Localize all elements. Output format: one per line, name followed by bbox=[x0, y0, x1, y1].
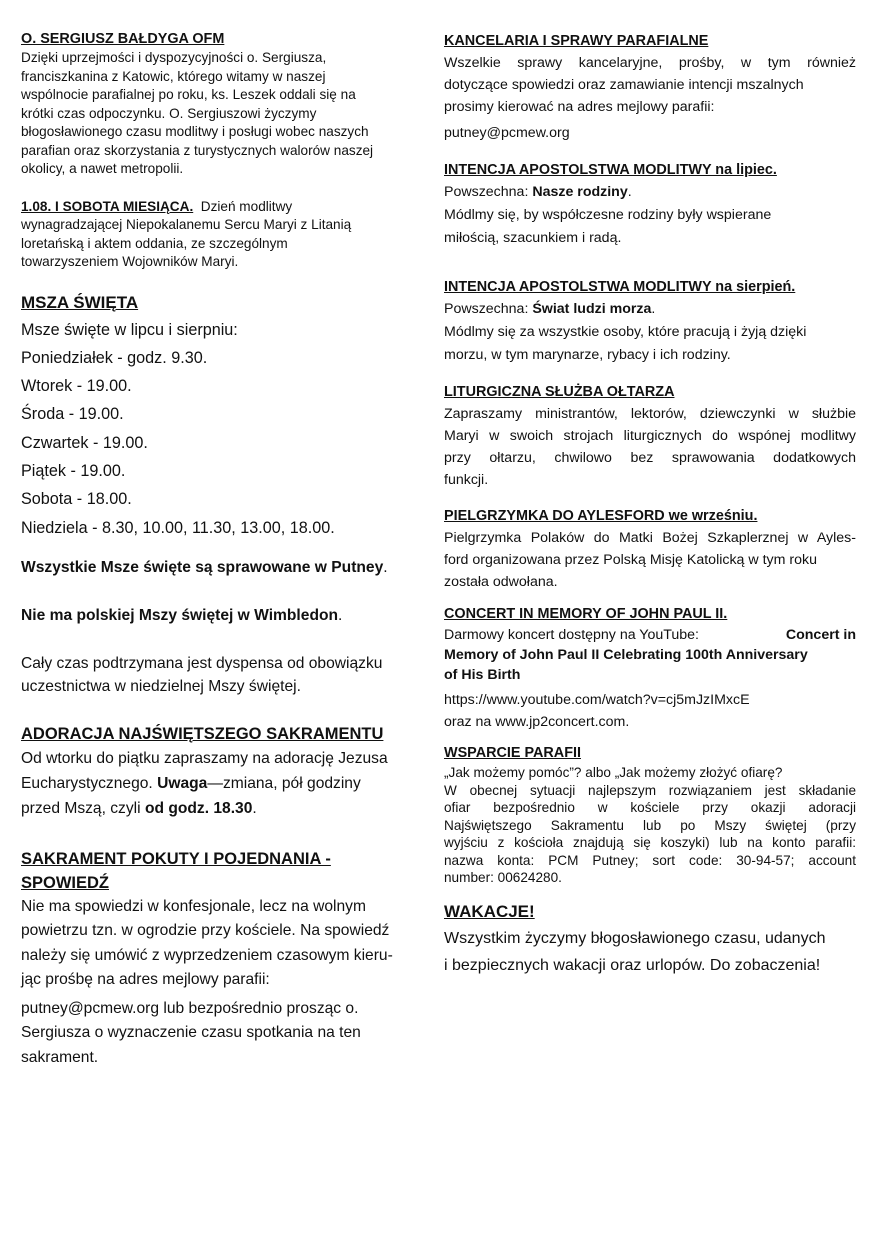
text-line: towarzyszeniem Wojowników Maryi. bbox=[21, 254, 239, 269]
section-intention-july bbox=[444, 159, 856, 250]
section-body bbox=[21, 895, 421, 993]
text-line: jąc prośbę na adres mejlowy parafii: bbox=[21, 971, 270, 989]
text-line: parafian oraz skorzystania z turystycznych walorów naszej bbox=[21, 142, 374, 158]
text-line: powietrzu tzn. w ogrodzie przy kościele. Na spowiedź bbox=[21, 922, 390, 940]
text-line: franciszkanina z Katowic, którego witamy w naszej bbox=[21, 68, 326, 84]
section-body bbox=[444, 403, 856, 491]
section-body bbox=[21, 49, 421, 179]
text-fragment: . bbox=[651, 301, 656, 317]
text-line: Piątek - 19.00. bbox=[21, 461, 126, 480]
text-line: W obecnej sytuacji najlepszym rozwiązaniem jest składanie bbox=[444, 782, 856, 798]
section-heading: PIELGRZYMKA DO AYLESFORD we wrześniu. bbox=[444, 508, 758, 524]
text-line: Pielgrzymka Polaków do Matki Bożej Szkaplerznej w Ayles- bbox=[444, 530, 856, 546]
section-body-2 bbox=[21, 997, 421, 1071]
text-line: Środa - 19.00. bbox=[21, 405, 124, 424]
bold-text: Concert in bbox=[785, 627, 856, 643]
text-line: ofiar bezpośrednio w kościele przy okazji adoracji bbox=[444, 800, 856, 815]
section-body bbox=[444, 764, 856, 887]
mass-schedule bbox=[21, 316, 421, 542]
text-line: Niedziela - 8.30, 10.00, 11.30, 13.00, 18.00. bbox=[21, 518, 335, 537]
text-line: miłością, szacunkiem i radą. bbox=[444, 230, 622, 246]
text-line: Wszystkim życzymy błogosławionego czasu, udanych bbox=[444, 929, 826, 947]
heading-line: SAKRAMENT POKUTY I POJEDNANIA - bbox=[21, 849, 331, 868]
text-line: prosimy kierować na adres mejlowy parafii: bbox=[444, 99, 715, 115]
section-intention-august bbox=[444, 276, 856, 367]
text-line: wynagradzającej Niepokalanemu Sercu Maryi z Litanią bbox=[21, 217, 352, 232]
right-column bbox=[444, 30, 856, 979]
text-line: krótki czas odpoczynku. O. Sergiuszowi życzymy bbox=[21, 105, 317, 121]
bold-text: Uwaga bbox=[157, 774, 208, 792]
text-fragment: Dzień modlitwy bbox=[200, 198, 293, 214]
text-line: Zapraszamy ministrantów, lektorów, dziewczynki w służbie bbox=[444, 406, 856, 422]
section-pilgrimage bbox=[444, 505, 856, 593]
text-line: okolicy, a nawet metropolii. bbox=[21, 161, 184, 176]
text-line bbox=[444, 625, 856, 645]
bold-text: od godz. 18.30 bbox=[144, 799, 253, 817]
section-heading bbox=[21, 847, 421, 895]
text-fragment: . bbox=[627, 184, 632, 200]
text-line: Dzięki uprzejmości i dyspozycyjności o. Sergiusza, bbox=[21, 50, 327, 65]
section-body bbox=[444, 625, 856, 733]
section-heading: KANCELARIA I SPRAWY PARAFIALNE bbox=[444, 33, 709, 49]
section-adoration bbox=[21, 722, 421, 821]
section-heading: 1.08. I SOBOTA MIESIĄCA. bbox=[21, 198, 194, 214]
text-line: i bezpiecznych wakacji oraz urlopów. Do zobaczenia! bbox=[444, 956, 821, 974]
section-body bbox=[444, 52, 856, 144]
text-line: of His Birth bbox=[444, 667, 521, 683]
notice-dispensation bbox=[21, 652, 421, 698]
text-line: nazwa konta: PCM Putney; sort code: 30-94-57; account bbox=[444, 852, 856, 868]
notice-wimbledon bbox=[21, 604, 421, 627]
section-body bbox=[21, 746, 421, 821]
text-line: Sergiusza o wyznaczenie czasu spotkania na ten bbox=[21, 1024, 361, 1042]
text-line: przy ołtarzu, chwilowo bez sprawowania dodatkowych bbox=[444, 450, 856, 466]
text-fragment: Powszechna: bbox=[444, 184, 529, 200]
text-fragment: Eucharystycznego. bbox=[21, 774, 153, 792]
section-heading: O. SERGIUSZ BAŁDYGA OFM bbox=[21, 31, 225, 47]
text-line: Wszelkie sprawy kancelaryjne, prośby, w tym również bbox=[444, 55, 856, 71]
section-heading: INTENCJA APOSTOLSTWA MODLITWY na lipiec. bbox=[444, 162, 777, 178]
text-line: sakrament. bbox=[21, 1048, 99, 1066]
text-line bbox=[444, 181, 856, 204]
text-line: Czwartek - 19.00. bbox=[21, 433, 148, 452]
text-line: Memory of John Paul II Celebrating 100th Anniversary bbox=[444, 647, 808, 663]
text-line: Najświętszego Sakramentu lub po Mszy świętej (przy bbox=[444, 817, 856, 833]
section-mass bbox=[21, 290, 421, 698]
section-office bbox=[444, 30, 856, 144]
text-fragment: Powszechna: bbox=[444, 301, 529, 317]
text-line bbox=[444, 298, 856, 321]
text-fragment: —zmiana, pół godziny bbox=[207, 774, 361, 792]
text-fragment: . bbox=[383, 558, 388, 576]
text-line: wspólnocie parafialnej po roku, ks. Leszek oddali się na bbox=[21, 87, 356, 102]
text-line: putney@pcmew.org lub bezpośrednio prosząc o. bbox=[21, 999, 359, 1017]
section-first-saturday bbox=[21, 198, 421, 272]
text-fragment: przed Mszą, czyli bbox=[21, 799, 141, 817]
website-link[interactable]: oraz na www.jp2concert.com. bbox=[444, 714, 630, 730]
text-line: została odwołana. bbox=[444, 574, 558, 590]
text-line: Módlmy się za wszystkie osoby, które pracują i żyją dzięki bbox=[444, 324, 807, 340]
notice-putney bbox=[21, 556, 421, 579]
text-line: ford organizowana przez Polską Misję Katolicką w tym roku bbox=[444, 552, 817, 568]
section-heading: WAKACJE! bbox=[444, 901, 535, 921]
section-body bbox=[444, 181, 856, 250]
text-line: Módlmy się, by współczesne rodziny były wspierane bbox=[444, 207, 772, 223]
section-body bbox=[444, 298, 856, 367]
heading-line: SPOWIEDŹ bbox=[21, 873, 110, 892]
text-line bbox=[21, 771, 421, 796]
text-fragment: . bbox=[338, 606, 343, 624]
section-heading: MSZA ŚWIĘTA bbox=[21, 292, 139, 312]
section-body bbox=[444, 527, 856, 593]
text-line: dotyczące spowiedzi oraz zamawianie intencji mszalnych bbox=[444, 77, 804, 93]
section-heading: WSPARCIE PARAFII bbox=[444, 745, 581, 761]
text-line bbox=[21, 198, 421, 217]
text-line: morzu, w tym marynarze, rybacy i ich rodziny. bbox=[444, 347, 731, 363]
section-holidays bbox=[444, 899, 856, 979]
text-line: uczestnictwa w niedzielnej Mszy świętej. bbox=[21, 677, 301, 695]
text-line: wyjściu z kościoła znajdują się koszyki) lub na konto parafii: bbox=[444, 835, 856, 850]
section-altar-service bbox=[444, 381, 856, 491]
section-concert bbox=[444, 604, 856, 733]
bold-text: Wszystkie Msze święte są sprawowane w Putney bbox=[21, 558, 384, 576]
text-line: Msze święte w lipcu i sierpniu: bbox=[21, 320, 238, 339]
text-fragment: Darmowy koncert dostępny na YouTube: bbox=[444, 627, 699, 643]
text-line: funkcji. bbox=[444, 472, 489, 488]
text-line bbox=[21, 796, 421, 821]
text-line: Wtorek - 19.00. bbox=[21, 377, 132, 396]
section-heading: CONCERT IN MEMORY OF JOHN PAUL II. bbox=[444, 606, 728, 622]
text-line: Sobota - 18.00. bbox=[21, 490, 132, 509]
bold-text: Nie ma polskiej Mszy świętej w Wimbledon bbox=[21, 606, 339, 624]
section-sergiusz bbox=[21, 30, 421, 179]
section-confession bbox=[21, 847, 421, 1071]
text-line: błogosławionego czasu modlitwy i posługi wobec naszych bbox=[21, 124, 369, 139]
text-line: loretańską i aktem oddania, ze szczególnym bbox=[21, 235, 288, 251]
text-line: Maryi w swoich strojach liturgicznych do wspónej modlitwy bbox=[444, 428, 856, 444]
text-line: number: 00624280. bbox=[444, 870, 562, 885]
text-line: „Jak możemy pomóc”? albo „Jak możemy złożyć ofiarę? bbox=[444, 765, 783, 780]
section-body bbox=[444, 925, 856, 979]
text-line: należy się umówić z wyprzedzeniem czasowym kieru- bbox=[21, 946, 393, 964]
text-line: Od wtorku do piątku zapraszamy na adorację Jezusa bbox=[21, 749, 388, 767]
email-text: putney@pcmew.org bbox=[444, 125, 570, 141]
section-support bbox=[444, 743, 856, 887]
text-fragment: . bbox=[252, 799, 257, 817]
section-heading: ADORACJA NAJŚWIĘTSZEGO SAKRAMENTU bbox=[21, 724, 384, 743]
section-heading: LITURGICZNA SŁUŻBA OŁTARZA bbox=[444, 384, 675, 400]
text-line: Poniedziałek - godz. 9.30. bbox=[21, 348, 208, 367]
bold-text: Świat ludzi morza bbox=[532, 301, 652, 317]
section-heading: INTENCJA APOSTOLSTWA MODLITWY na sierpień. bbox=[444, 279, 796, 295]
bold-text: Nasze rodziny bbox=[532, 184, 628, 200]
text-line: Cały czas podtrzymana jest dyspensa od obowiązku bbox=[21, 654, 383, 672]
youtube-link[interactable]: https://www.youtube.com/watch?v=cj5mJzIMxcE bbox=[444, 692, 750, 708]
left-column bbox=[21, 30, 421, 1070]
text-line: Nie ma spowiedzi w konfesjonale, lecz na wolnym bbox=[21, 897, 366, 915]
section-body bbox=[21, 198, 421, 272]
